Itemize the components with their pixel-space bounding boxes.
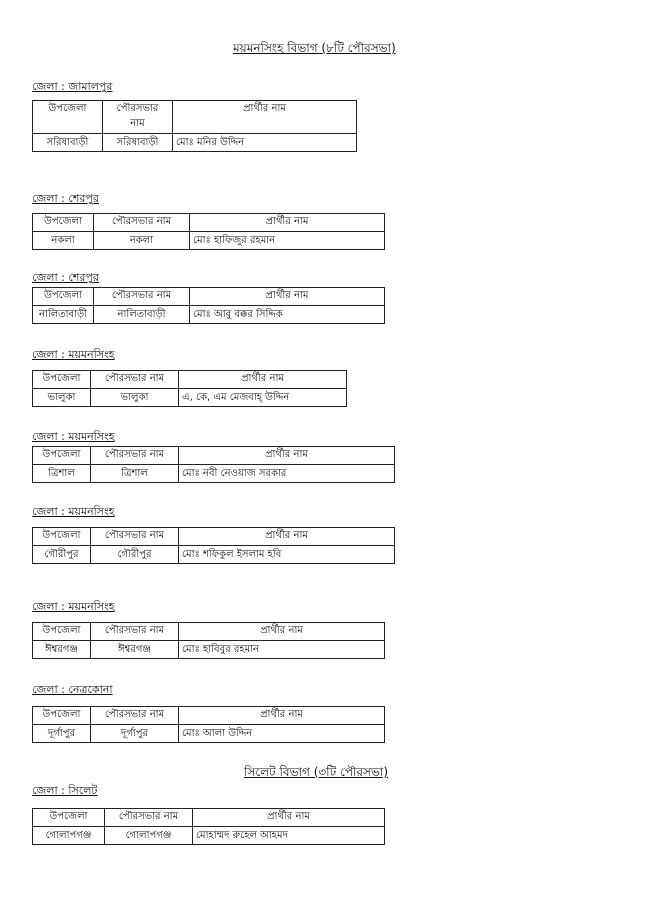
cell-pourashava: ত্রিশাল	[91, 465, 179, 483]
cell-pourashava: নকলা	[94, 232, 190, 250]
cell-pourashava: গোলাপগঞ্জ	[105, 827, 193, 845]
table-header-row	[33, 101, 357, 134]
table-row	[33, 232, 385, 250]
district-label: জেলা : ময়মনসিংহ	[32, 348, 115, 361]
header-upazila: উপজেলা	[33, 101, 103, 134]
header-candidate: প্রার্থীর নাম	[179, 528, 395, 546]
header-upazila: উপজেলা	[33, 214, 94, 232]
pourashava-table	[32, 527, 395, 564]
district-label: জেলা : সিলেট	[32, 784, 98, 797]
header-upazila: উপজেলা	[33, 809, 105, 827]
cell-upazila: সরিষাবাড়ী	[33, 134, 103, 152]
pourashava-table	[32, 213, 385, 250]
table-row	[33, 306, 385, 324]
cell-upazila: গৌরীপুর	[33, 546, 91, 564]
pourashava-table	[32, 287, 385, 324]
cell-pourashava: গৌরীপুর	[91, 546, 179, 564]
pourashava-table	[32, 622, 385, 659]
district-label: জেলা : নেত্রকোনা	[32, 683, 113, 696]
district-label: জেলা : ময়মনসিংহ	[32, 600, 115, 613]
division-heading: সিলেট বিভাগ (৩টি পৌরসভা)	[244, 765, 389, 779]
header-pourashava: পৌরসভার নাম	[91, 623, 179, 641]
pourashava-table	[32, 100, 357, 152]
table-header-row	[33, 288, 385, 306]
cell-candidate: মোঃ মনির উদ্দিন	[173, 134, 357, 152]
pourashava-table	[32, 706, 385, 743]
district-label: জেলা : শেরপুর	[32, 271, 99, 284]
header-pourashava: পৌরসভার নাম	[91, 528, 179, 546]
cell-upazila: নালিতাবাড়ী	[33, 306, 94, 324]
cell-candidate: এ, কে, এম মেজবাহ্ উদ্দিন	[179, 389, 347, 407]
header-pourashava: পৌরসভার নাম	[105, 809, 193, 827]
table-row	[33, 389, 347, 407]
header-candidate: প্রার্থীর নাম	[193, 809, 385, 827]
district-label: জেলা : ময়মনসিংহ	[32, 430, 115, 443]
cell-candidate: মোঃ হাফিজুর রহমান	[190, 232, 385, 250]
table-row	[33, 725, 385, 743]
cell-candidate: মোঃ আলা উদ্দিন	[179, 725, 385, 743]
header-pourashava-line2: নাম	[130, 118, 145, 129]
cell-upazila: ঈশ্বরগঞ্জ	[33, 641, 91, 659]
header-upazila: উপজেলা	[33, 528, 91, 546]
header-pourashava: পৌরসভার নাম	[94, 288, 190, 306]
header-pourashava: পৌরসভার নাম	[91, 447, 179, 465]
cell-candidate: মোঃ আবু বক্কর সিদ্দিক	[190, 306, 385, 324]
header-candidate: প্রার্থীর নাম	[179, 707, 385, 725]
cell-upazila: দূর্গাপুর	[33, 725, 91, 743]
cell-candidate: মোহাম্মদ রুহেল আহমদ	[193, 827, 385, 845]
header-pourashava: পৌরসভার নাম	[91, 707, 179, 725]
pourashava-table	[32, 808, 385, 845]
header-candidate: প্রার্থীর নাম	[179, 623, 385, 641]
table-row	[33, 827, 385, 845]
header-candidate: প্রার্থীর নাম	[179, 371, 347, 389]
cell-candidate: মোঃ শফিকুল ইসলাম হবি	[179, 546, 395, 564]
table-row	[33, 546, 395, 564]
district-label: জেলা : শেরপুর	[32, 192, 99, 205]
header-upazila: উপজেলা	[33, 623, 91, 641]
table-row	[33, 465, 395, 483]
cell-candidate: মোঃ হাবিবুর রহমান	[179, 641, 385, 659]
cell-pourashava: ভালুকা	[91, 389, 179, 407]
pourashava-table	[32, 370, 347, 407]
cell-upazila: ত্রিশাল	[33, 465, 91, 483]
pourashava-table	[32, 446, 395, 483]
header-pourashava-line1: পৌরসভার	[116, 103, 159, 114]
district-label: জেলা : ময়মনসিংহ	[32, 505, 115, 518]
table-header-row	[33, 623, 385, 641]
cell-pourashava: ঈশ্বরগঞ্জ	[91, 641, 179, 659]
cell-upazila: নকলা	[33, 232, 94, 250]
header-candidate: প্রার্থীর নাম	[173, 101, 357, 134]
district-label: জেলা : জামালপুর	[32, 80, 113, 93]
header-upazila: উপজেলা	[33, 288, 94, 306]
table-header-row	[33, 707, 385, 725]
header-candidate: প্রার্থীর নাম	[179, 447, 395, 465]
table-row	[33, 134, 357, 152]
cell-pourashava: সরিষাবাড়ী	[103, 134, 173, 152]
cell-upazila: গোলাপগঞ্জ	[33, 827, 105, 845]
header-pourashava: পৌরসভার নাম	[91, 371, 179, 389]
cell-upazila: ভালুকা	[33, 389, 91, 407]
header-pourashava: পৌরসভার নাম	[94, 214, 190, 232]
cell-pourashava: নালিতাবাড়ী	[94, 306, 190, 324]
header-upazila: উপজেলা	[33, 447, 91, 465]
header-upazila: উপজেলা	[33, 707, 91, 725]
cell-pourashava: দূর্গাপুর	[91, 725, 179, 743]
division-heading: ময়মনসিংহ বিভাগ (৮টি পৌরসভা)	[233, 41, 396, 55]
header-candidate: প্রার্থীর নাম	[190, 214, 385, 232]
table-header-row	[33, 447, 395, 465]
header-pourashava	[103, 101, 173, 134]
table-header-row	[33, 371, 347, 389]
table-header-row	[33, 528, 395, 546]
table-header-row	[33, 214, 385, 232]
table-header-row	[33, 809, 385, 827]
header-candidate: প্রার্থীর নাম	[190, 288, 385, 306]
header-upazila: উপজেলা	[33, 371, 91, 389]
table-row	[33, 641, 385, 659]
cell-candidate: মোঃ নবী নেওয়াজ সরকার	[179, 465, 395, 483]
